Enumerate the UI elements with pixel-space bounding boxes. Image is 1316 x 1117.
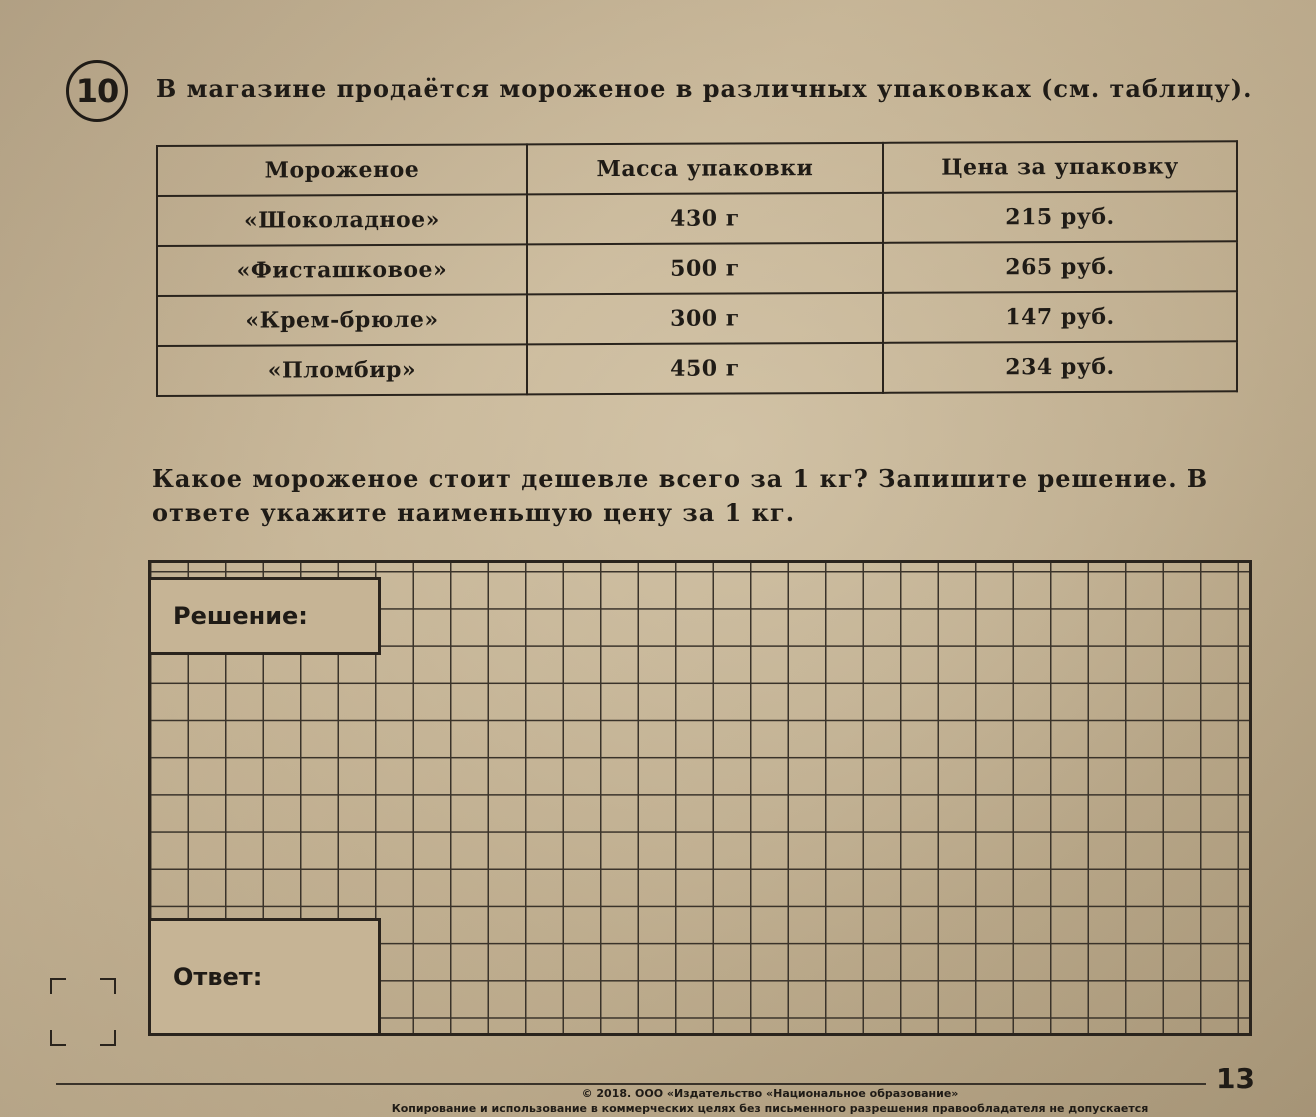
cell-name: «Пломбир»	[157, 344, 527, 396]
cell-price: 265 руб.	[883, 241, 1237, 293]
cell-mass: 300 г	[527, 293, 883, 345]
table-row	[157, 191, 1237, 246]
cell-name: «Крем-брюле»	[157, 294, 527, 346]
header-ice-cream: Мороженое	[157, 144, 527, 196]
solution-label: Решение:	[173, 602, 308, 630]
cell-name: «Фисташковое»	[157, 244, 527, 296]
scan-marker-corner	[100, 1030, 116, 1046]
solution-label-box	[148, 577, 381, 655]
footer-text	[330, 1086, 1210, 1117]
table-row	[157, 291, 1237, 346]
task-intro: В магазине продаётся мороженое в различных упаковках (см. таблицу).	[156, 74, 1253, 103]
question-text: Какое мороженое стоит дешевле всего за 1 кг? Запишите решение. В ответе укажите наименьшую цену за 1 кг.	[152, 464, 1209, 527]
scan-marker-corner	[100, 978, 116, 994]
scan-marker-corner	[50, 1030, 66, 1046]
cell-name: «Шоколадное»	[157, 194, 527, 246]
task-number-badge	[66, 60, 128, 122]
answer-grid[interactable]	[148, 560, 1252, 1036]
page-number: 13	[1216, 1062, 1255, 1095]
answer-label: Ответ:	[173, 963, 263, 991]
header-package-price: Цена за упаковку	[883, 141, 1237, 193]
table-row	[157, 341, 1237, 396]
copyright-line: © 2018. ООО «Издательство «Национальное образование»	[581, 1087, 959, 1100]
cell-price: 215 руб.	[883, 191, 1237, 243]
footer-divider	[56, 1083, 1206, 1085]
table-row	[157, 241, 1237, 296]
cell-mass: 450 г	[527, 343, 883, 395]
ice-cream-table	[156, 140, 1238, 397]
cell-price: 234 руб.	[883, 341, 1237, 393]
table-header-row	[157, 141, 1237, 196]
scan-marker-corner	[50, 978, 66, 994]
task-number: 10	[75, 72, 119, 110]
cell-mass: 500 г	[527, 243, 883, 295]
notice-line: Копирование и использование в коммерческих целях без письменного разрешения правообладателя не допускается	[391, 1102, 1149, 1115]
cell-mass: 430 г	[527, 193, 883, 245]
answer-label-box[interactable]	[148, 918, 381, 1036]
header-package-mass: Масса упаковки	[527, 143, 883, 195]
cell-price: 147 руб.	[883, 291, 1237, 343]
